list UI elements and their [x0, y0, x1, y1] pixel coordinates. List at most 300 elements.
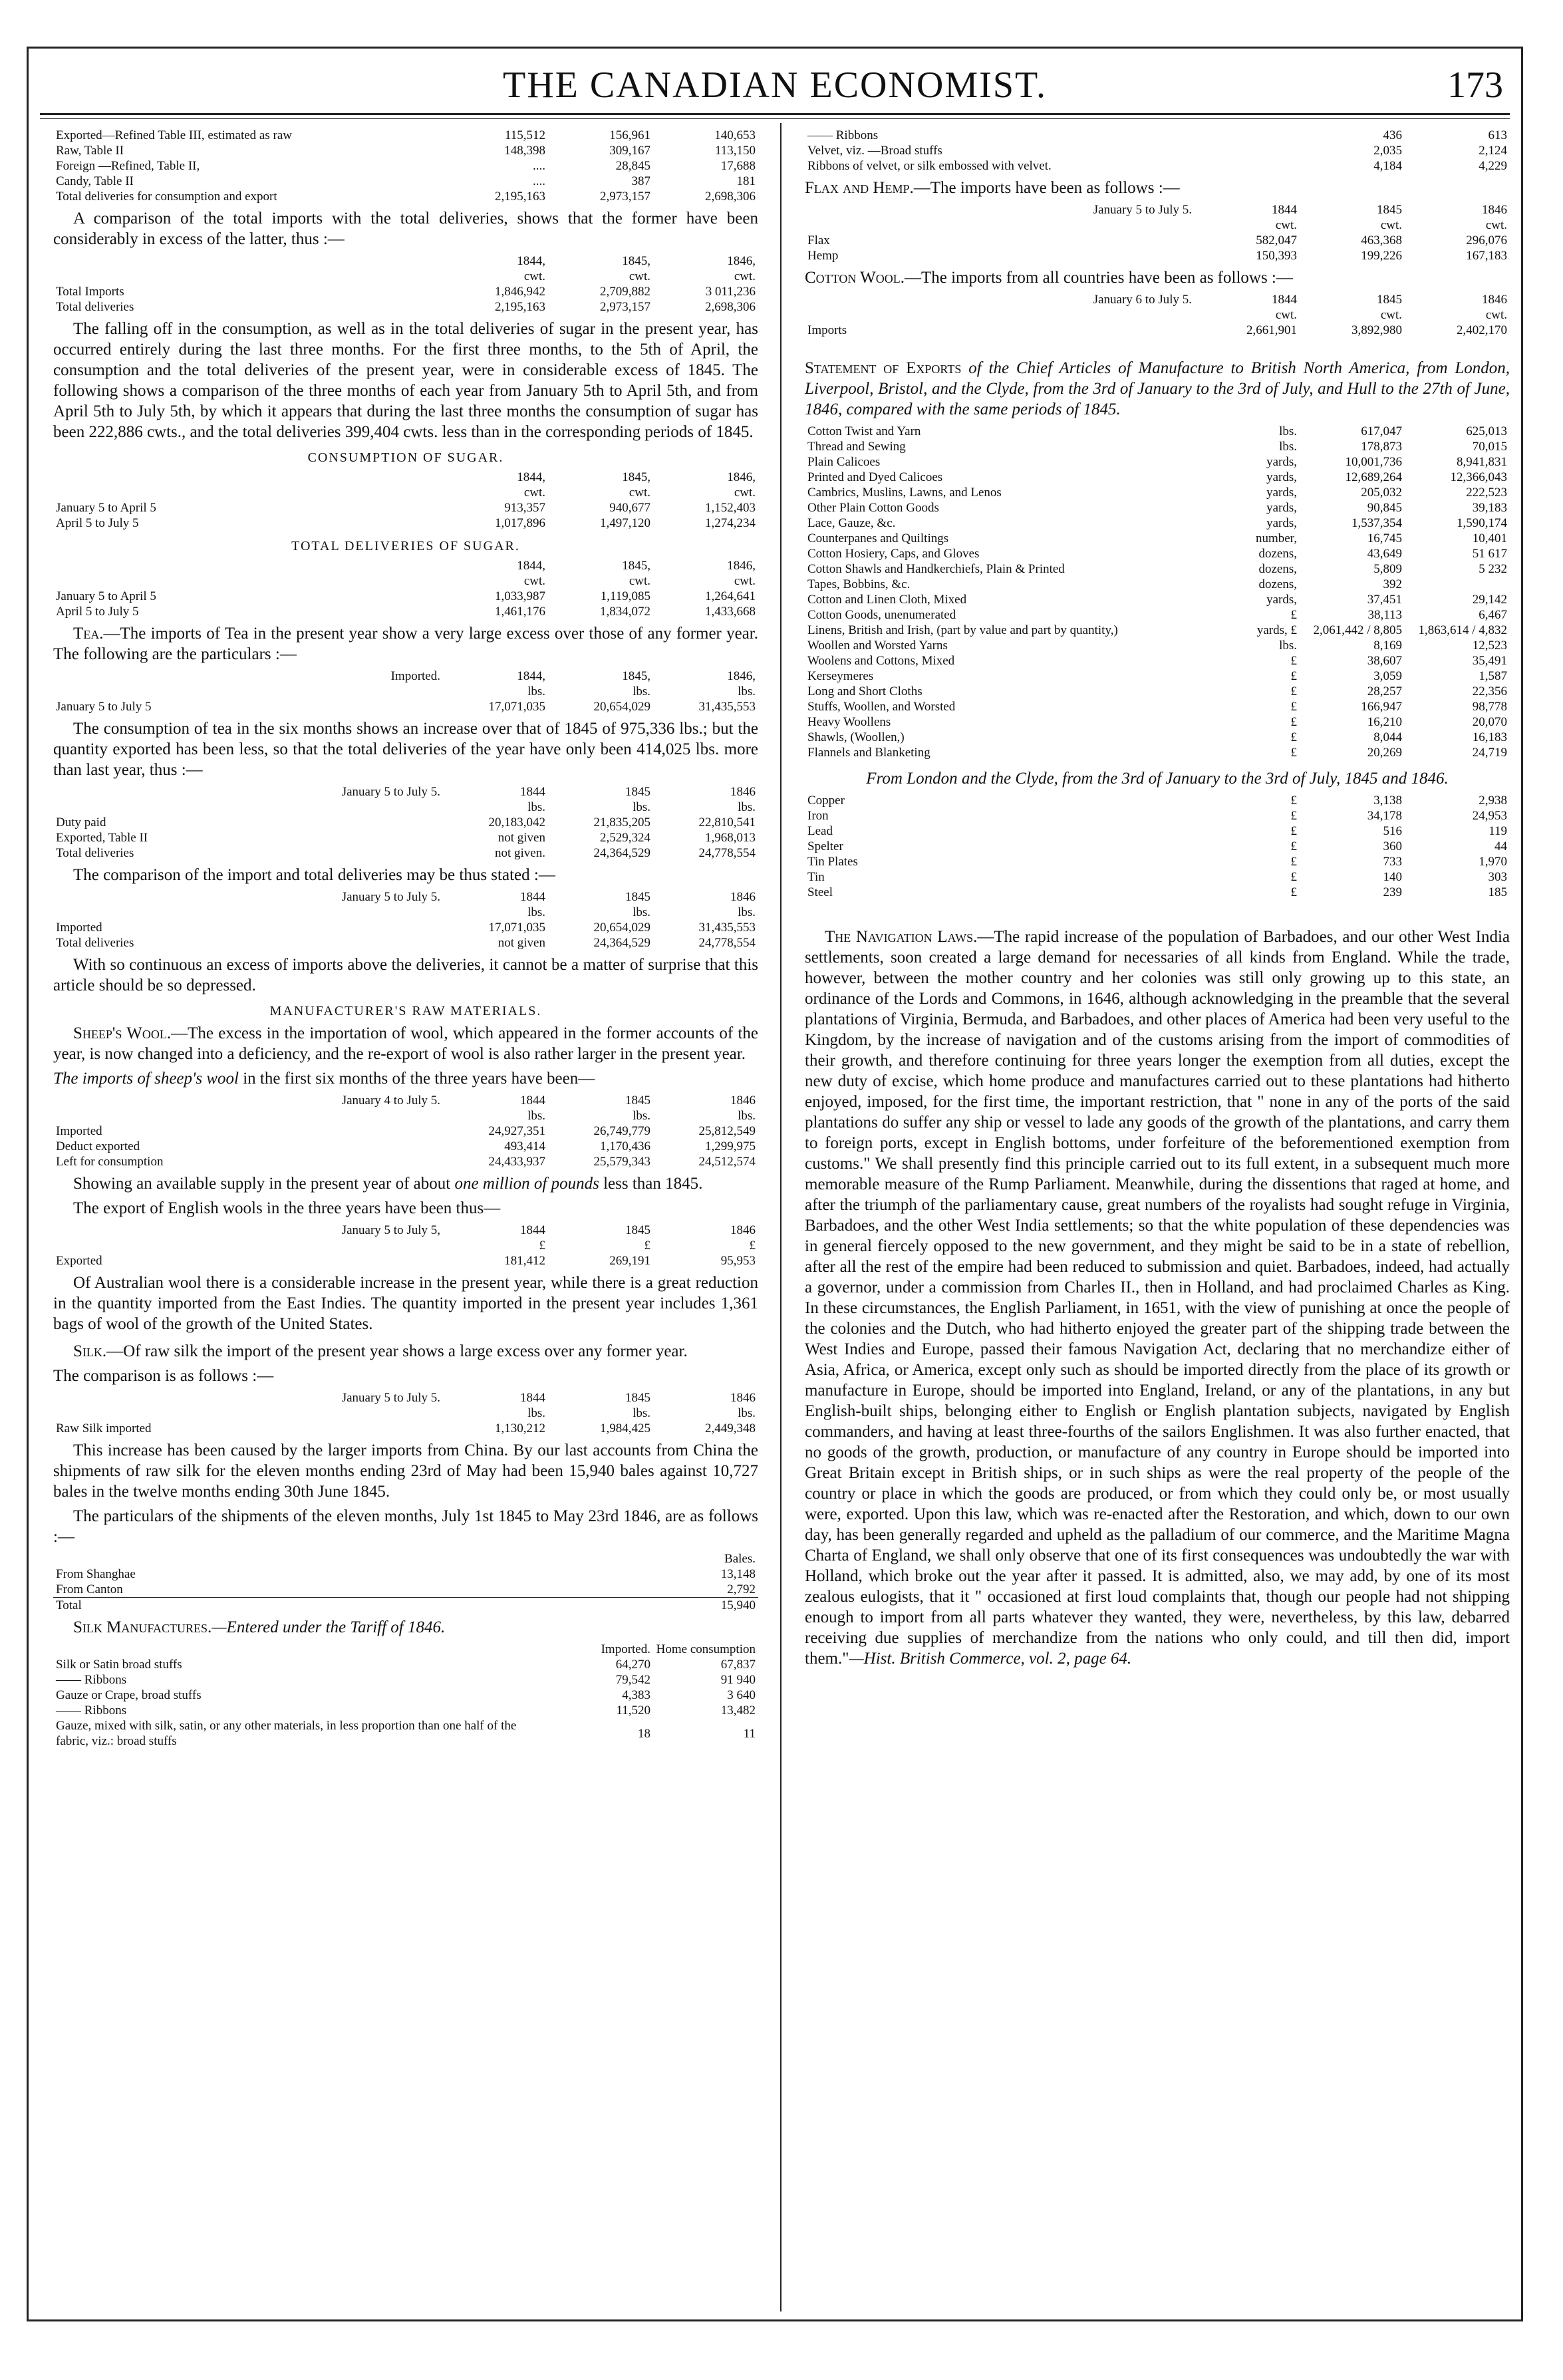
table-row: [805, 470, 1510, 485]
table-cell: yards,: [1266, 516, 1297, 530]
row-label: January 4 to July 5.: [341, 1094, 440, 1108]
table-cell: 2,529,324: [600, 831, 650, 845]
wool-intro-rest: in the first six months of the three years have been—: [238, 1070, 595, 1088]
table-cell: lbs.: [1279, 639, 1297, 653]
table-cell: 1845: [1377, 203, 1402, 217]
table-row: [805, 439, 1510, 454]
table-cell: 13,482: [720, 1704, 756, 1717]
table-cell: 51 617: [1472, 547, 1507, 561]
table-header-row: [805, 202, 1510, 218]
row-label: Linens, British and Irish, (part by value and part by quantity,): [807, 623, 1118, 637]
table-cell: 3 011,236: [705, 285, 756, 299]
table-row: [53, 143, 758, 158]
row-label: Imported: [56, 1124, 102, 1138]
row-label: January 5 to April 5: [56, 501, 156, 515]
wool-imports-table: [53, 1093, 758, 1169]
row-label: Printed and Dyed Calicoes: [807, 470, 943, 484]
table-cell: 28,845: [615, 159, 650, 173]
row-label: Deduct exported: [56, 1139, 140, 1153]
row-label: [53, 253, 443, 269]
table-cell: 28,257: [1367, 684, 1402, 698]
paragraph-navigation: [805, 927, 1510, 1669]
row-label: [53, 269, 443, 284]
table-row: [805, 653, 1510, 669]
row-label: [53, 1551, 653, 1566]
table-cell: not given: [497, 831, 545, 845]
table-cell: 4,383: [622, 1688, 650, 1702]
table-header-row: [53, 1642, 758, 1657]
table-cell: 1844: [520, 1223, 545, 1237]
row-label: From Canton: [56, 1582, 123, 1596]
paragraph-tea: [53, 623, 758, 665]
table-row: [805, 454, 1510, 470]
table-row: [53, 815, 758, 830]
table-row: [53, 1253, 758, 1268]
table-cell: 31,435,553: [698, 700, 756, 714]
tea-text: —The imports of Tea in the present year show a very large excess over those of any former year. The following are the particulars :—: [53, 625, 758, 663]
row-label: Foreign —Refined, Table II,: [56, 159, 200, 173]
velvet-ribbons-table: [805, 128, 1510, 174]
navigation-citation: —Hist. British Commerce, vol. 2, page 64.: [849, 1650, 1132, 1668]
manufacturers-heading: MANUFACTURER'S RAW MATERIALS.: [269, 1004, 542, 1018]
table-row: [805, 158, 1510, 174]
table-cell: 1846: [730, 1391, 756, 1405]
table-row: [53, 299, 758, 315]
table-row: [805, 546, 1510, 561]
table-cell: cwt.: [734, 486, 756, 500]
table-cell: 185: [1488, 885, 1507, 899]
table-cell: lbs.: [738, 1109, 756, 1123]
tea-imports-table: [53, 669, 758, 714]
total-deliveries-table: [53, 558, 758, 619]
table-cell: 1,537,354: [1351, 516, 1402, 530]
cotton-wool-table: [805, 292, 1510, 338]
table-cell: £: [1290, 746, 1297, 760]
table-cell: 91 940: [720, 1673, 756, 1687]
table-cell: 1846,: [727, 559, 756, 573]
wool-lead: Sheep's Wool.: [73, 1024, 172, 1042]
table-cell: 1,119,085: [600, 589, 650, 603]
table-cell: 70,015: [1472, 440, 1507, 454]
table-cell: 43,649: [1367, 547, 1402, 561]
table-cell: 1,033,987: [495, 589, 545, 603]
table-cell: Imported.: [601, 1642, 650, 1656]
row-label: Thread and Sewing: [807, 440, 906, 454]
row-label: Lace, Gauze, &c.: [807, 516, 896, 530]
paragraph-falling: The falling off in the consumption, as well as in the total deliveries of sugar in the present year, has occurred entirely during the last three months. For the first three months, to the 5th of April, the consumption and the total deliveries of the present year, were in considerable excess of 1845. The following shows a comparison of the three months of each year from January 5th to April 5th, and from April 5th to July 5th, by which it appears that during the last three months the consumption of sugar has been 222,886 cwts., and the total deliveries 399,404 cwts. less than in the corresponding periods of 1845.: [53, 320, 758, 441]
row-label: Cotton and Linen Cloth, Mixed: [807, 593, 967, 607]
row-label: Flannels and Blanketing: [807, 746, 930, 760]
table-cell: 392: [1383, 577, 1402, 591]
paragraph-wool-3: The export of English wools in the three years have been thus—: [73, 1199, 501, 1217]
table-cell: 1846,: [727, 254, 756, 268]
table-cell: lbs.: [633, 684, 650, 698]
table-cell: 2,698,306: [705, 190, 756, 204]
silk-lead: Silk.: [73, 1342, 107, 1360]
table-cell: 269,191: [609, 1254, 650, 1268]
row-label: Flax: [807, 233, 830, 247]
table-cell: 24,778,554: [698, 846, 756, 860]
table-cell: 24,433,937: [488, 1155, 545, 1169]
paragraph-tea-2: The consumption of tea in the six months shows an increase over that of 1845 of 975,336 lbs.; but the quantity exported has been less, so that the total deliveries of the year have only been 414,025 lbs. more than last year, thus :—: [53, 720, 758, 779]
table-cell: 37,451: [1367, 593, 1402, 607]
table-cell: 39,183: [1472, 501, 1507, 515]
row-label: April 5 to July 5: [56, 605, 139, 619]
statement-italic: of the Chief Articles of Manufacture to British North America, from London, Liverpool, Bristol, and the Clyde, from the 3rd of January to the 3rd of July, and Hull to the 27th of June, 1846, compared with the same periods of 1845.: [805, 359, 1510, 418]
table-cell: 4,229: [1479, 159, 1507, 173]
table-cell: 20,070: [1472, 715, 1507, 729]
row-label: [53, 684, 443, 699]
table-row: [805, 424, 1510, 439]
table-units-row: [53, 800, 758, 815]
table-cell: 733: [1383, 855, 1402, 869]
table-cell: 11,520: [616, 1704, 650, 1717]
table-cell: 2,061,442 / 8,805: [1313, 623, 1402, 637]
table-cell: 2,709,882: [600, 285, 650, 299]
table-cell: 8,941,831: [1457, 455, 1507, 469]
row-label: Stuffs, Woollen, and Worsted: [807, 700, 956, 714]
table-cell: [1405, 577, 1510, 592]
table-cell: 38,113: [1367, 608, 1402, 622]
table-cell: 1,970: [1479, 855, 1507, 869]
table-cell: lbs.: [633, 800, 650, 814]
row-label: Heavy Woollens: [807, 715, 891, 729]
table-cell: £: [1290, 824, 1297, 838]
table-cell: yards,: [1266, 470, 1297, 484]
table-cell: 29,142: [1472, 593, 1507, 607]
table-row: [53, 174, 758, 189]
table-cell: 20,183,042: [488, 816, 545, 829]
table-cell: 5,809: [1373, 562, 1402, 576]
table-cell: 1,017,896: [495, 516, 545, 530]
table-cell: 21,835,205: [593, 816, 650, 829]
table-cell: £: [1290, 608, 1297, 622]
table-cell: 1,433,668: [705, 605, 756, 619]
table-cell: 1845: [625, 1391, 650, 1405]
row-label: Hemp: [807, 249, 839, 263]
table-cell: 24,778,554: [698, 936, 756, 950]
table-row: [53, 1688, 758, 1703]
row-label: Cotton Goods, unenumerated: [807, 608, 956, 622]
table-cell: 181,412: [504, 1254, 545, 1268]
table-units-row: [805, 218, 1510, 233]
table-cell: 2,124: [1479, 144, 1507, 158]
row-label: January 5 to July 5.: [341, 1391, 440, 1405]
table-cell: 22,356: [1472, 684, 1507, 698]
table-cell: 1846,: [727, 669, 756, 683]
table-cell: dozens,: [1258, 547, 1297, 561]
table-cell: 44: [1494, 839, 1507, 853]
row-label: —— Ribbons: [56, 1704, 127, 1717]
table-header-row: [53, 558, 758, 573]
table-row: [53, 920, 758, 935]
table-cell: 3 640: [727, 1688, 756, 1702]
table-cell: yards,: [1266, 486, 1297, 500]
row-label: January 5 to July 5.: [341, 785, 440, 799]
table-cell: cwt.: [629, 269, 650, 283]
table-cell: 13,148: [720, 1567, 756, 1581]
table-row: [805, 531, 1510, 546]
row-label: Long and Short Cloths: [807, 684, 923, 698]
table-cell: 1845: [1377, 293, 1402, 307]
table-row: [805, 577, 1510, 592]
table-cell: cwt.: [629, 574, 650, 588]
row-label: Raw, Table II: [56, 144, 124, 158]
row-label: [805, 307, 1195, 323]
table-row: [805, 143, 1510, 158]
table-cell: 296,076: [1466, 233, 1507, 247]
table-header-row: [53, 889, 758, 905]
table-cell: £: [1290, 855, 1297, 869]
row-label: Imported: [56, 921, 102, 935]
total-deliveries-heading: TOTAL DELIVERIES OF SUGAR.: [291, 539, 520, 553]
row-label: Total Imports: [56, 285, 124, 299]
wool-export-table: [53, 1223, 758, 1268]
table-cell: 613: [1488, 128, 1507, 142]
table-cell: 1844: [520, 890, 545, 904]
table-cell: 360: [1383, 839, 1402, 853]
table-header-row: [805, 292, 1510, 307]
table-cell: 625,013: [1466, 424, 1507, 438]
table-cell: 16,210: [1367, 715, 1402, 729]
row-label: Exported, Table II: [56, 831, 148, 845]
paragraph-silk-4: The particulars of the shipments of the eleven months, July 1st 1845 to May 23rd 1846, are as follows :—: [53, 1507, 758, 1546]
table-row: [53, 516, 758, 531]
row-label: Tin Plates: [807, 855, 858, 869]
header-rule: [40, 113, 1510, 115]
table-row: [53, 1657, 758, 1672]
row-label: [53, 470, 443, 485]
table-cell: £: [1290, 885, 1297, 899]
row-label: Tapes, Bobbins, &c.: [807, 577, 911, 591]
table-cell: lbs.: [527, 905, 545, 919]
table-row: [805, 485, 1510, 500]
row-label: January 5 to July 5.: [1093, 203, 1192, 217]
table-row: [805, 684, 1510, 699]
header-rule-thin: [40, 118, 1510, 119]
table-cell: 156,961: [609, 128, 650, 142]
table-cell: cwt.: [1380, 218, 1402, 232]
table-cell: 98,778: [1472, 700, 1507, 714]
table-cell: 1,846,942: [495, 285, 545, 299]
table-row: [53, 699, 758, 714]
table-units-row: [53, 269, 758, 284]
table-cell: Bales.: [724, 1552, 756, 1566]
row-label: Duty paid: [56, 816, 106, 829]
table-row: [805, 793, 1510, 808]
table-row: [53, 284, 758, 299]
table-cell: 20,654,029: [593, 700, 650, 714]
table-cell: 1,170,436: [600, 1139, 650, 1153]
table-cell: 1,968,013: [705, 831, 756, 845]
table-cell: £: [1290, 715, 1297, 729]
table-cell: 64,270: [615, 1658, 650, 1672]
table-cell: 35,491: [1472, 654, 1507, 668]
table-cell: yards,: [1266, 455, 1297, 469]
table-header-row: [53, 253, 758, 269]
table-cell: 1845: [625, 890, 650, 904]
row-label: From Shanghae: [56, 1567, 136, 1581]
table-cell: 2,973,157: [600, 300, 650, 314]
table-row: [53, 1672, 758, 1688]
row-label: Cambrics, Muslins, Lawns, and Lenos: [807, 486, 1002, 500]
page-header: [40, 60, 1510, 113]
table-cell: 913,357: [504, 501, 545, 515]
page-title: THE CANADIAN ECONOMIST.: [502, 65, 1048, 106]
table-cell: £: [1290, 700, 1297, 714]
table-cell: 12,366,043: [1450, 470, 1507, 484]
table-cell: 4,184: [1373, 159, 1402, 173]
row-label: January 5 to July 5.: [341, 890, 440, 904]
silk-text: —Of raw silk the import of the present year shows a large excess over any former year.: [106, 1342, 688, 1360]
row-label: Steel: [807, 885, 833, 899]
silk-table: [53, 1390, 758, 1436]
table-units-row: [53, 684, 758, 699]
table-row: [53, 189, 758, 204]
table-cell: 16,183: [1472, 730, 1507, 744]
table-cell: 166,947: [1361, 700, 1402, 714]
table-cell: £: [1290, 794, 1297, 808]
table-cell: 115,512: [504, 128, 545, 142]
table-row: [805, 699, 1510, 714]
table-cell: £: [644, 1239, 650, 1253]
table-cell: 11: [743, 1726, 756, 1741]
table-cell: 2,698,306: [705, 300, 756, 314]
table-cell: 24,512,574: [698, 1155, 756, 1169]
table-cell: 148,398: [504, 144, 545, 158]
table-cell: 25,579,343: [593, 1155, 650, 1169]
table-cell: 3,138: [1373, 794, 1402, 808]
table-cell: 1844,: [517, 669, 545, 683]
table-cell: 34,178: [1367, 809, 1402, 823]
table-cell: 1845,: [622, 470, 650, 484]
table-cell: ....: [533, 159, 545, 173]
table-cell: 140,653: [714, 128, 756, 142]
table-cell: 2,661,901: [1246, 323, 1297, 337]
table-cell: 2,938: [1479, 794, 1507, 808]
flax-hemp-table: [805, 202, 1510, 263]
table-header-row: [53, 1551, 758, 1566]
table-cell: 1845,: [622, 669, 650, 683]
table-cell: 2,449,348: [705, 1421, 756, 1435]
table-cell: 1,984,425: [600, 1421, 650, 1435]
table-row: [805, 248, 1510, 263]
table-cell: 1,497,120: [600, 516, 650, 530]
row-label: Total deliveries for consumption and export: [56, 190, 277, 204]
table-cell: cwt.: [1380, 308, 1402, 322]
table-cell: 1844: [520, 785, 545, 799]
table-cell: lbs.: [1279, 440, 1297, 454]
row-label: [53, 905, 443, 920]
table-total-row: [53, 1598, 758, 1614]
metals-table: [805, 793, 1510, 900]
table-units-row: [53, 573, 758, 589]
row-label: Spelter: [807, 839, 843, 853]
paragraph-silk-3: This increase has been caused by the larger imports from China. By our last accounts from China the shipments of raw silk for the eleven months ending 23rd of May had been 15,940 bales against 10,727 bales in the twelve months ending 30th June 1845.: [53, 1441, 758, 1501]
paragraph-silk: [53, 1341, 758, 1362]
navigation-lead: The Navigation Laws.: [825, 928, 978, 946]
table-row: [805, 233, 1510, 248]
table-header-row: [53, 784, 758, 800]
table-units-row: [53, 1238, 758, 1253]
table-header-row: [53, 1390, 758, 1406]
row-label: Iron: [807, 809, 829, 823]
table-cell: lbs.: [527, 800, 545, 814]
table-cell: cwt.: [523, 269, 545, 283]
table-cell: lbs.: [527, 1406, 545, 1420]
table-cell: lbs.: [738, 905, 756, 919]
table-row: [805, 516, 1510, 531]
row-label: January 5 to July 5,: [341, 1223, 440, 1237]
table-cell: 24,719: [1472, 746, 1507, 760]
bales-table: [53, 1551, 758, 1613]
table-cell: 95,953: [720, 1254, 756, 1268]
table-cell: 67,837: [720, 1658, 756, 1672]
left-column: [53, 126, 758, 1753]
cotton-lead: Cotton Wool.: [805, 269, 905, 287]
row-label: [53, 1406, 443, 1421]
table-row: [53, 1123, 758, 1139]
table-cell: 2,195,163: [495, 300, 545, 314]
table-cell: 1844: [520, 1094, 545, 1108]
table-cell: 12,689,264: [1345, 470, 1402, 484]
table-cell: 303: [1488, 870, 1507, 884]
table-cell: £: [1290, 839, 1297, 853]
table-cell: yards,: [1266, 501, 1297, 515]
table-row: [805, 128, 1510, 143]
flax-text: —The imports have been as follows :—: [913, 179, 1180, 197]
table-cell: 20,654,029: [593, 921, 650, 935]
table-cell: 1844: [520, 1391, 545, 1405]
paragraph-cotton: [805, 267, 1510, 288]
table-cell: 387: [631, 174, 650, 188]
table-units-row: [805, 307, 1510, 323]
table-cell: 79,542: [615, 1673, 650, 1687]
table-cell: 1,587: [1479, 669, 1507, 683]
table-cell: 22,810,541: [698, 816, 756, 829]
row-label: [53, 1642, 548, 1657]
table-cell: cwt.: [1485, 308, 1507, 322]
row-label: Total deliveries: [56, 300, 134, 314]
table-cell: 26,749,779: [593, 1124, 650, 1138]
table-row: [53, 1566, 758, 1582]
cotton-text: —The imports from all countries have been as follows :—: [904, 269, 1293, 287]
table-row: [805, 623, 1510, 638]
table-cell: 1845,: [622, 559, 650, 573]
column-divider: [780, 123, 782, 2311]
table-cell: 2,035: [1373, 144, 1402, 158]
table-cell: cwt.: [734, 574, 756, 588]
table-cell: 1,834,072: [600, 605, 650, 619]
row-label: Counterpanes and Quiltings: [807, 531, 949, 545]
table-cell: 2,402,170: [1457, 323, 1507, 337]
table-cell: lbs.: [738, 684, 756, 698]
table-cell: 1,274,234: [705, 516, 756, 530]
table-cell: cwt.: [1275, 218, 1297, 232]
table-cell: 24,364,529: [593, 936, 650, 950]
table-cell: 1846: [1482, 203, 1507, 217]
table-cell: 493,414: [504, 1139, 545, 1153]
table-cell: lbs.: [738, 800, 756, 814]
table-header-row: [53, 470, 758, 485]
table-cell: cwt.: [523, 486, 545, 500]
table-cell: 1,299,975: [705, 1139, 756, 1153]
row-label: [53, 800, 443, 815]
table-cell: 1,264,641: [705, 589, 756, 603]
table-row: [805, 323, 1510, 338]
table-cell: 205,032: [1361, 486, 1402, 500]
row-label: [53, 1108, 443, 1123]
